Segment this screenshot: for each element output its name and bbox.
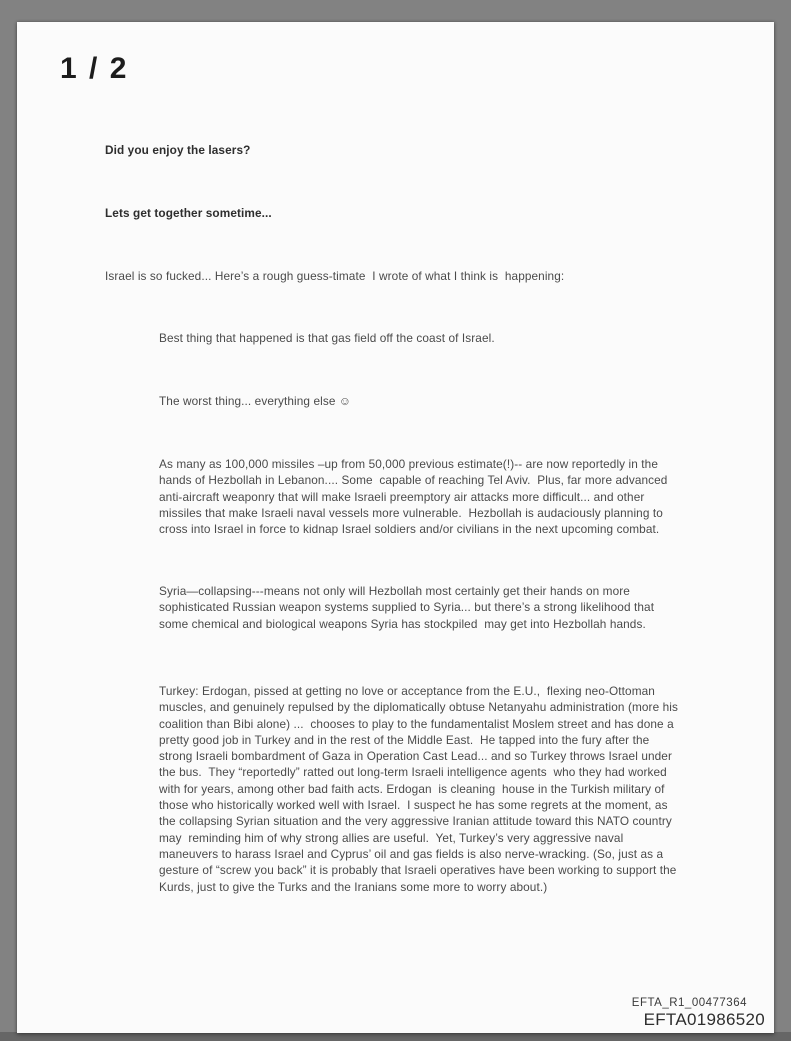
- bates-number-small: EFTA_R1_00477364: [631, 997, 747, 1009]
- paragraph-syria: Syria—collapsing---means not only will Hezbollah most certainly get their hands on more sophisticated Russian weapon systems supplied to Syria... but there’s a strong likelihood that some chemical and biological weapons Syria has stockpiled may get into Hezbollah hands.: [159, 584, 658, 631]
- page-indicator: 1 / 2: [60, 52, 129, 85]
- paragraph-missiles: As many as 100,000 missiles –up from 50,000 previous estimate(!)-- are now reportedly in the hands of Hezbollah in Lebanon.... Some capable of reaching Tel Aviv. Plus, far more advanced anti-aircraft weaponry that will make Israeli preemptory air attacks more difficult... and other missiles that make Israeli naval vessels more vulnerable. Hezbollah is audaciously planning to cross into Israel in force to kidnap Israel soldiers and/or civilians in the next upcoming combat.: [159, 457, 671, 537]
- paragraph-turkey: Turkey: Erdogan, pissed at getting no love or acceptance from the E.U., flexing neo-Ottoman muscles, and genuinely repulsed by the diplomatically obtuse Netanyahu administration (more his coalition than Bibi alone) ... chooses to play to the fundamentalist Moslem street and has done a pretty good job in Turkey and in the rest of the Middle East. He tapped into the fury after the strong Israeli bombardment of Gaza in Operation Cast Lead... and so Turkey throws Israel under the bus. They “reportedly” ratted out long-term Israeli intelligence agents who they had worked with for years, among other bad faith acts. Erdogan is cleaning house in the Turkish military of those who historically worked well with Israel. I suspect he has some regrets at the moment, as the collapsing Syrian situation and the very aggressive Iranian attitude toward this NATO country may reminding him of why strong allies are useful. Yet, Turkey’s very aggressive naval maneuvers to harass Israel and Cyprus’ oil and gas fields is also nerve-wracking. (So, just as a gesture of “screw you back” it is probably that Israeli operatives have been working to support the Kurds, just to give the Turks and the Iranians some more to worry about.): [159, 684, 682, 894]
- document-page: [17, 22, 774, 1033]
- paragraph-intro: Israel is so fucked... Here’s a rough guess-timate I wrote of what I think is happening:: [105, 269, 565, 283]
- bates-number-large: EFTA01986520: [643, 1010, 765, 1029]
- paragraph-worst-thing: The worst thing... everything else ☺: [159, 394, 352, 408]
- paragraph-get-together: Lets get together sometime...: [105, 206, 272, 220]
- paragraph-greeting-lasers: Did you enjoy the lasers?: [105, 143, 251, 157]
- bottom-shadow-strip: [0, 1032, 791, 1041]
- paragraph-best-thing: Best thing that happened is that gas field off the coast of Israel.: [159, 331, 495, 345]
